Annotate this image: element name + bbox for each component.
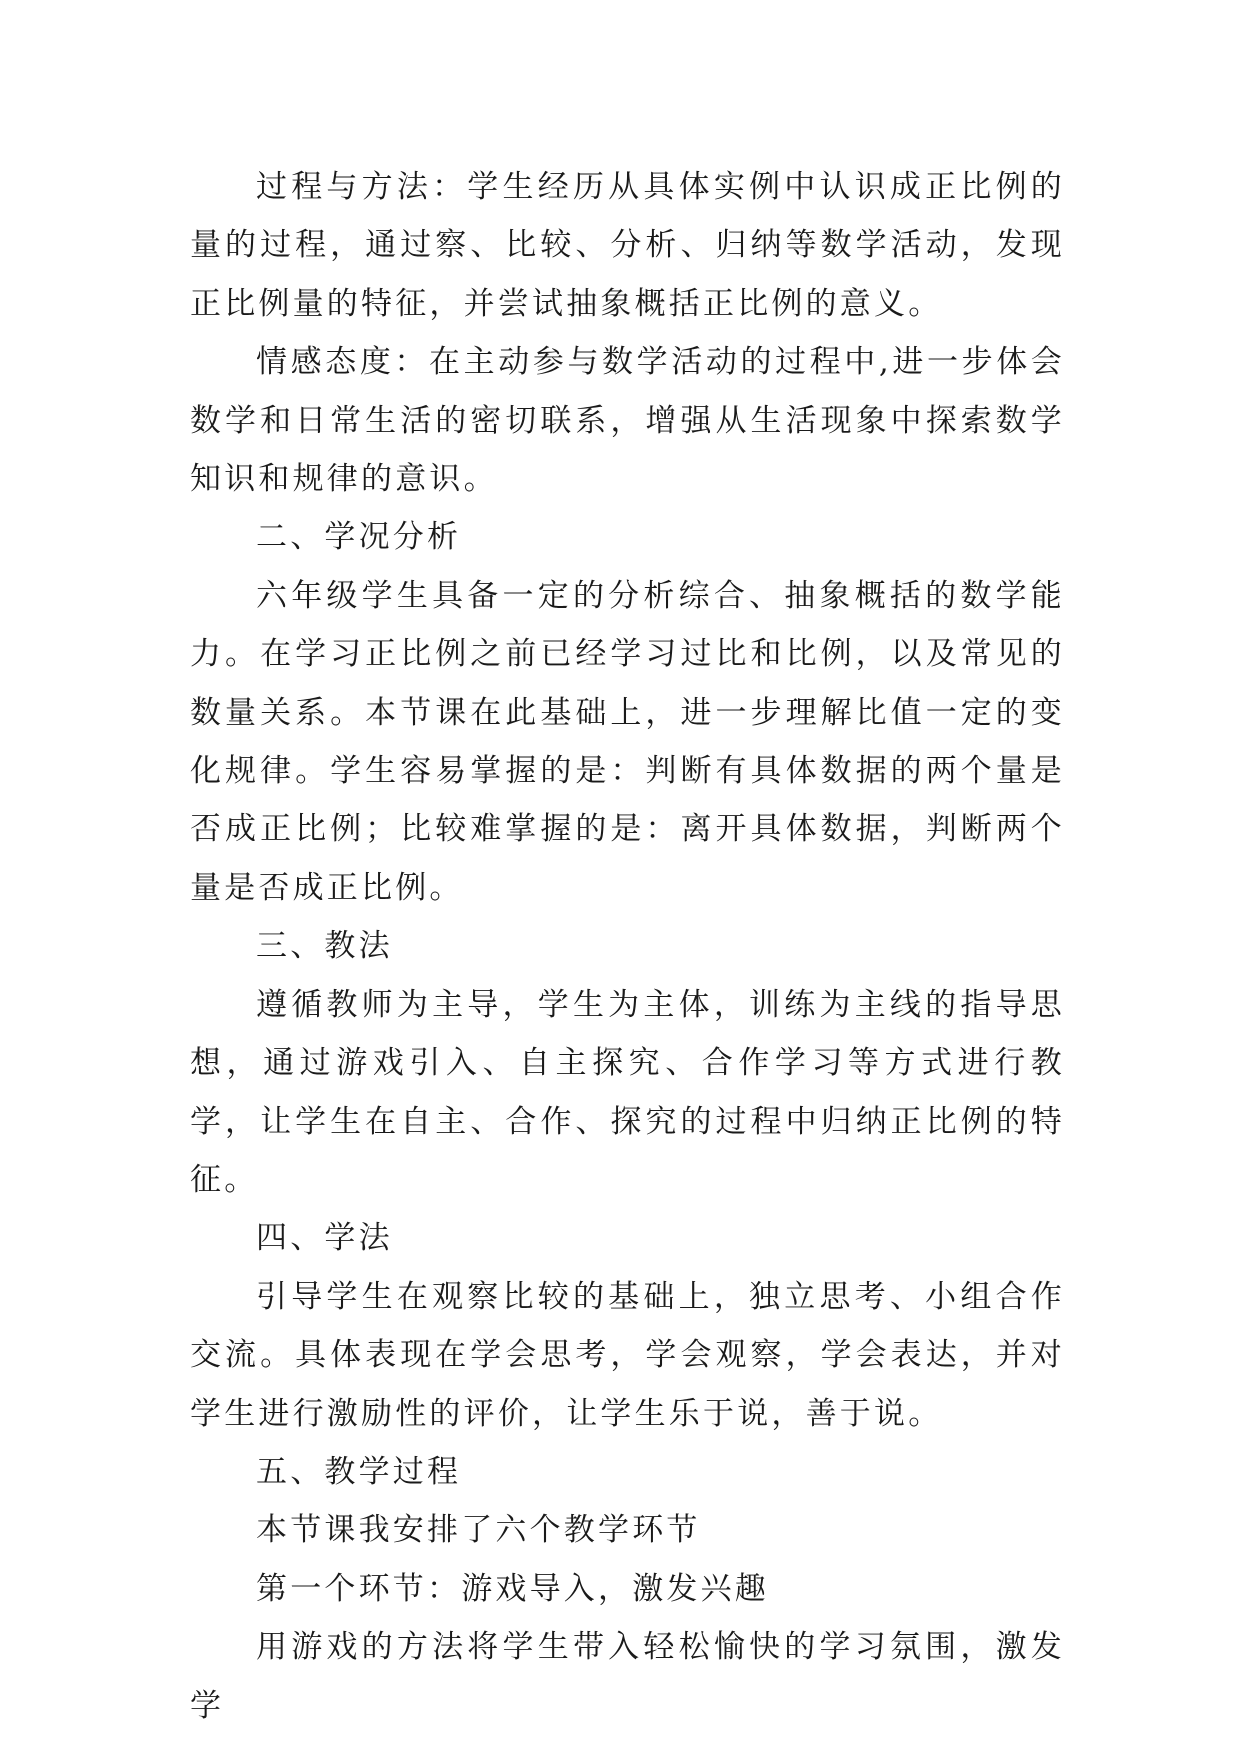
paragraph-first-stage-title: 第一个环节：游戏导入，激发兴趣 — [256, 1570, 769, 1607]
section-heading-learner-analysis: 二、学况分析 — [256, 519, 462, 556]
paragraph-first-stage-text: 用游戏的方法将学生带入轻松愉快的学习氛围，激发学 — [190, 1629, 1065, 1724]
paragraph-learning-method: 引导学生在观察比较的基础上，独立思考、小组合作交流。具体表现在学会思考，学会观察，学会表达，并对学生进行激励性的评价，让学生乐于说，善于说。 — [190, 1278, 1065, 1432]
paragraph-process-overview: 本节课我安排了六个教学环节 — [256, 1512, 701, 1549]
paragraph-emotional-attitude: 情感态度：在主动参与数学活动的过程中,进一步体会数学和日常生活的密切联系，增强从生活现象中探索数学知识和规律的意识。 — [190, 344, 1065, 498]
section-heading-learning-method: 四、学法 — [256, 1220, 393, 1257]
section-heading-teaching-method: 三、教法 — [256, 928, 393, 965]
document-body — [190, 158, 1065, 1735]
section-heading-teaching-process: 五、教学过程 — [256, 1453, 462, 1490]
paragraph-process-method: 过程与方法：学生经历从具体实例中认识成正比例的量的过程，通过察、比较、分析、归纳等数学活动，发现正比例量的特征，并尝试抽象概括正比例的意义。 — [190, 169, 1065, 322]
paragraph-teaching-method: 遵循教师为主导，学生为主体，训练为主线的指导思想，通过游戏引入、自主探究、合作学习等方式进行教学，让学生在自主、合作、探究的过程中归纳正比例的特征。 — [190, 986, 1065, 1198]
paragraph-learner-analysis: 六年级学生具备一定的分析综合、抽象概括的数学能力。在学习正比例之前已经学习过比和比例，以及常见的数量关系。本节课在此基础上，进一步理解比值一定的变化规律。学生容易掌握的是：判断有具体数据的两个量是否成正比例；比较难掌握的是：离开具体数据，判断两个量是否成正比例。 — [190, 577, 1065, 906]
